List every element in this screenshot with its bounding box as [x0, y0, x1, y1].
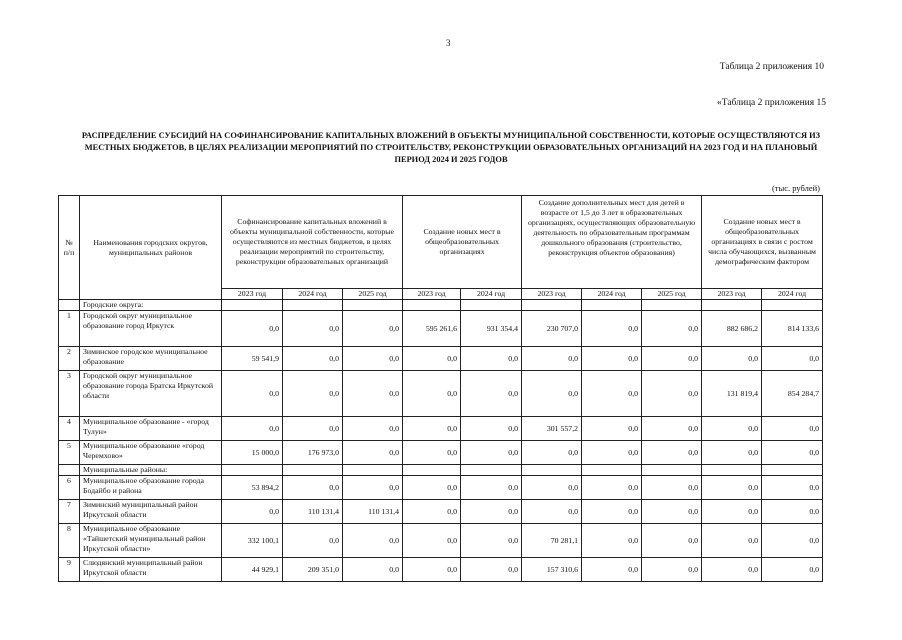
value-cell: 110 131,4 — [343, 500, 403, 524]
header-name: Наименования городских округов, муниципальных районов — [80, 196, 222, 300]
value-cell: 0,0 — [582, 417, 642, 441]
value-cell: 595 261,6 — [403, 311, 461, 347]
row-number: 4 — [59, 417, 80, 441]
value-cell: 0,0 — [461, 558, 522, 582]
table-row — [59, 311, 823, 347]
value-cell: 0,0 — [642, 311, 702, 347]
value-cell: 0,0 — [582, 347, 642, 371]
value-cell: 0,0 — [582, 500, 642, 524]
value-cell: 0,0 — [403, 417, 461, 441]
value-cell: 0,0 — [403, 371, 461, 417]
units-label: (тыс. рублей) — [771, 183, 820, 193]
row-name: Муниципальное образование «Тайшетский муниципальный район Иркутской области» — [80, 524, 222, 558]
row-number: 7 — [59, 500, 80, 524]
value-cell: 0,0 — [343, 441, 403, 465]
value-cell: 0,0 — [522, 371, 582, 417]
row-number: 1 — [59, 311, 80, 347]
value-cell: 0,0 — [582, 524, 642, 558]
value-cell: 0,0 — [403, 558, 461, 582]
header-year: 2024 год — [762, 289, 823, 300]
value-cell: 15 000,0 — [222, 441, 283, 465]
value-cell: 0,0 — [403, 500, 461, 524]
value-cell: 0,0 — [642, 347, 702, 371]
value-cell: 0,0 — [522, 500, 582, 524]
header-year: 2024 год — [461, 289, 522, 300]
header-year: 2024 год — [582, 289, 642, 300]
value-cell: 0,0 — [461, 476, 522, 500]
row-name: Муниципальное образование «город Черемхово» — [80, 441, 222, 465]
table-row — [59, 371, 823, 417]
value-cell: 0,0 — [762, 558, 823, 582]
section-row-urban — [59, 300, 823, 311]
value-cell: 0,0 — [762, 476, 823, 500]
header-group-demographic-places: Создание новых мест в общеобразовательных организациях в связи с ростом числа обучающихся, вызванным демографическим фактором — [702, 196, 823, 289]
header-year: 2025 год — [343, 289, 403, 300]
header-year: 2023 год — [222, 289, 283, 300]
value-cell: 59 541,9 — [222, 347, 283, 371]
value-cell: 0,0 — [582, 311, 642, 347]
value-cell: 0,0 — [461, 347, 522, 371]
value-cell: 0,0 — [222, 417, 283, 441]
header-year: 2023 год — [403, 289, 461, 300]
value-cell: 0,0 — [343, 417, 403, 441]
value-cell: 0,0 — [461, 371, 522, 417]
value-cell: 110 131,4 — [283, 500, 343, 524]
value-cell: 882 686,2 — [702, 311, 762, 347]
value-cell: 70 281,1 — [522, 524, 582, 558]
row-number: 3 — [59, 371, 80, 417]
value-cell: 0,0 — [762, 417, 823, 441]
header-group-cofinancing: Софинансирование капитальных вложений в объекты муниципальной собственности, которые осуществляются из местных бюджетов, в целях реализации мероприятий по строительству, реконструкции образовательных организаций — [222, 196, 403, 289]
value-cell: 0,0 — [762, 524, 823, 558]
value-cell: 0,0 — [702, 524, 762, 558]
row-number: 5 — [59, 441, 80, 465]
value-cell: 0,0 — [343, 347, 403, 371]
value-cell: 0,0 — [222, 371, 283, 417]
value-cell: 0,0 — [403, 441, 461, 465]
header-group-new-school-places: Создание новых мест в общеобразовательных организациях — [403, 196, 522, 289]
value-cell: 0,0 — [702, 558, 762, 582]
value-cell: 0,0 — [343, 476, 403, 500]
value-cell: 0,0 — [283, 524, 343, 558]
value-cell: 0,0 — [642, 558, 702, 582]
row-number: 9 — [59, 558, 80, 582]
value-cell: 0,0 — [762, 500, 823, 524]
value-cell: 0,0 — [702, 417, 762, 441]
value-cell: 0,0 — [283, 311, 343, 347]
value-cell: 0,0 — [522, 347, 582, 371]
row-name: Муниципальное образование - «город Тулун» — [80, 417, 222, 441]
row-name: Муниципальное образование города Бодайбо и района — [80, 476, 222, 500]
value-cell: 0,0 — [222, 311, 283, 347]
value-cell: 0,0 — [582, 371, 642, 417]
value-cell: 0,0 — [283, 476, 343, 500]
appendix-reference: Таблица 2 приложения 10 — [719, 62, 824, 72]
row-name: Зиминский муниципальный район Иркутской области — [80, 500, 222, 524]
value-cell: 0,0 — [461, 441, 522, 465]
value-cell: 0,0 — [283, 417, 343, 441]
value-cell: 301 557,2 — [522, 417, 582, 441]
value-cell: 0,0 — [343, 371, 403, 417]
value-cell: 0,0 — [283, 347, 343, 371]
row-number: 8 — [59, 524, 80, 558]
value-cell: 0,0 — [461, 417, 522, 441]
row-number: 6 — [59, 476, 80, 500]
value-cell: 0,0 — [403, 476, 461, 500]
subsidy-table — [58, 195, 823, 582]
value-cell: 0,0 — [343, 558, 403, 582]
value-cell: 0,0 — [762, 347, 823, 371]
table-row — [59, 441, 823, 465]
row-name: Городской округ муниципальное образование город Иркутск — [80, 311, 222, 347]
row-name: Зиминское городское муниципальное образование — [80, 347, 222, 371]
value-cell: 0,0 — [702, 441, 762, 465]
table-row — [59, 558, 823, 582]
value-cell: 0,0 — [642, 371, 702, 417]
value-cell: 332 100,1 — [222, 524, 283, 558]
value-cell: 209 351,0 — [283, 558, 343, 582]
value-cell: 0,0 — [461, 524, 522, 558]
value-cell: 176 973,0 — [283, 441, 343, 465]
value-cell: 931 354,4 — [461, 311, 522, 347]
value-cell: 157 310,6 — [522, 558, 582, 582]
value-cell: 0,0 — [762, 441, 823, 465]
header-year: 2023 год — [702, 289, 762, 300]
value-cell: 0,0 — [642, 476, 702, 500]
value-cell: 0,0 — [461, 500, 522, 524]
table-row — [59, 417, 823, 441]
table-row — [59, 347, 823, 371]
section-label: Городские округа: — [80, 300, 222, 311]
header-year: 2024 год — [283, 289, 343, 300]
value-cell: 0,0 — [642, 441, 702, 465]
value-cell: 0,0 — [403, 347, 461, 371]
value-cell: 814 133,6 — [762, 311, 823, 347]
value-cell: 0,0 — [522, 476, 582, 500]
value-cell: 0,0 — [403, 524, 461, 558]
value-cell: 854 284,7 — [762, 371, 823, 417]
value-cell: 0,0 — [642, 500, 702, 524]
value-cell: 0,0 — [522, 441, 582, 465]
value-cell: 0,0 — [582, 558, 642, 582]
value-cell: 0,0 — [642, 417, 702, 441]
value-cell: 0,0 — [582, 476, 642, 500]
table-body — [59, 300, 823, 582]
page-number: 3 — [446, 38, 451, 48]
value-cell: 53 894,2 — [222, 476, 283, 500]
row-name: Городской округ муниципальное образование города Братска Иркутской области — [80, 371, 222, 417]
header-year: 2025 год — [642, 289, 702, 300]
value-cell: 0,0 — [343, 311, 403, 347]
row-number: 2 — [59, 347, 80, 371]
section-label: Муниципальные районы: — [80, 465, 222, 476]
value-cell: 0,0 — [582, 441, 642, 465]
row-name: Слюдянский муниципальный район Иркутской области — [80, 558, 222, 582]
header-group-preschool-places: Создание дополнительных мест для детей в возрасте от 1,5 до 3 лет в образовательных организациях, осуществляющих образовательную деятельность по образовательным программам дошкольного образования (строительство, реконструкция объектов образования) — [522, 196, 702, 289]
value-cell: 0,0 — [702, 500, 762, 524]
document-title: РАСПРЕДЕЛЕНИЕ СУБСИДИЙ НА СОФИНАНСИРОВАНИЕ КАПИТАЛЬНЫХ ВЛОЖЕНИЙ В ОБЪЕКТЫ МУНИЦИПАЛЬНОЙ СОБСТВЕННОСТИ, КОТОРЫЕ ОСУЩЕСТВЛЯЮТСЯ ИЗ МЕСТНЫХ БЮДЖЕТОВ, В ЦЕЛЯХ РЕАЛИЗАЦИИ МЕРОПРИЯТИЙ ПО СТРОИТЕЛЬСТВУ, РЕКОНСТРУКЦИИ ОБРАЗОВАТЕЛЬНЫХ ОРГАНИЗАЦИЙ НА 2023 ГОД И НА ПЛАНОВЫЙ ПЕРИОД 2024 И 2025 ГОДОВ — [81, 131, 821, 164]
value-cell: 0,0 — [642, 524, 702, 558]
appendix-reference-quoted: «Таблица 2 приложения 15 — [717, 98, 826, 108]
header-year: 2023 год — [522, 289, 582, 300]
table-header-row — [59, 196, 823, 289]
header-number: № п/п — [59, 196, 80, 300]
section-row-municipal — [59, 465, 823, 476]
table-row — [59, 476, 823, 500]
value-cell: 44 929,1 — [222, 558, 283, 582]
table-row — [59, 524, 823, 558]
value-cell: 0,0 — [283, 371, 343, 417]
value-cell: 0,0 — [343, 524, 403, 558]
table-row — [59, 500, 823, 524]
value-cell: 0,0 — [222, 500, 283, 524]
value-cell: 0,0 — [702, 347, 762, 371]
value-cell: 0,0 — [702, 476, 762, 500]
value-cell: 230 707,0 — [522, 311, 582, 347]
value-cell: 131 819,4 — [702, 371, 762, 417]
